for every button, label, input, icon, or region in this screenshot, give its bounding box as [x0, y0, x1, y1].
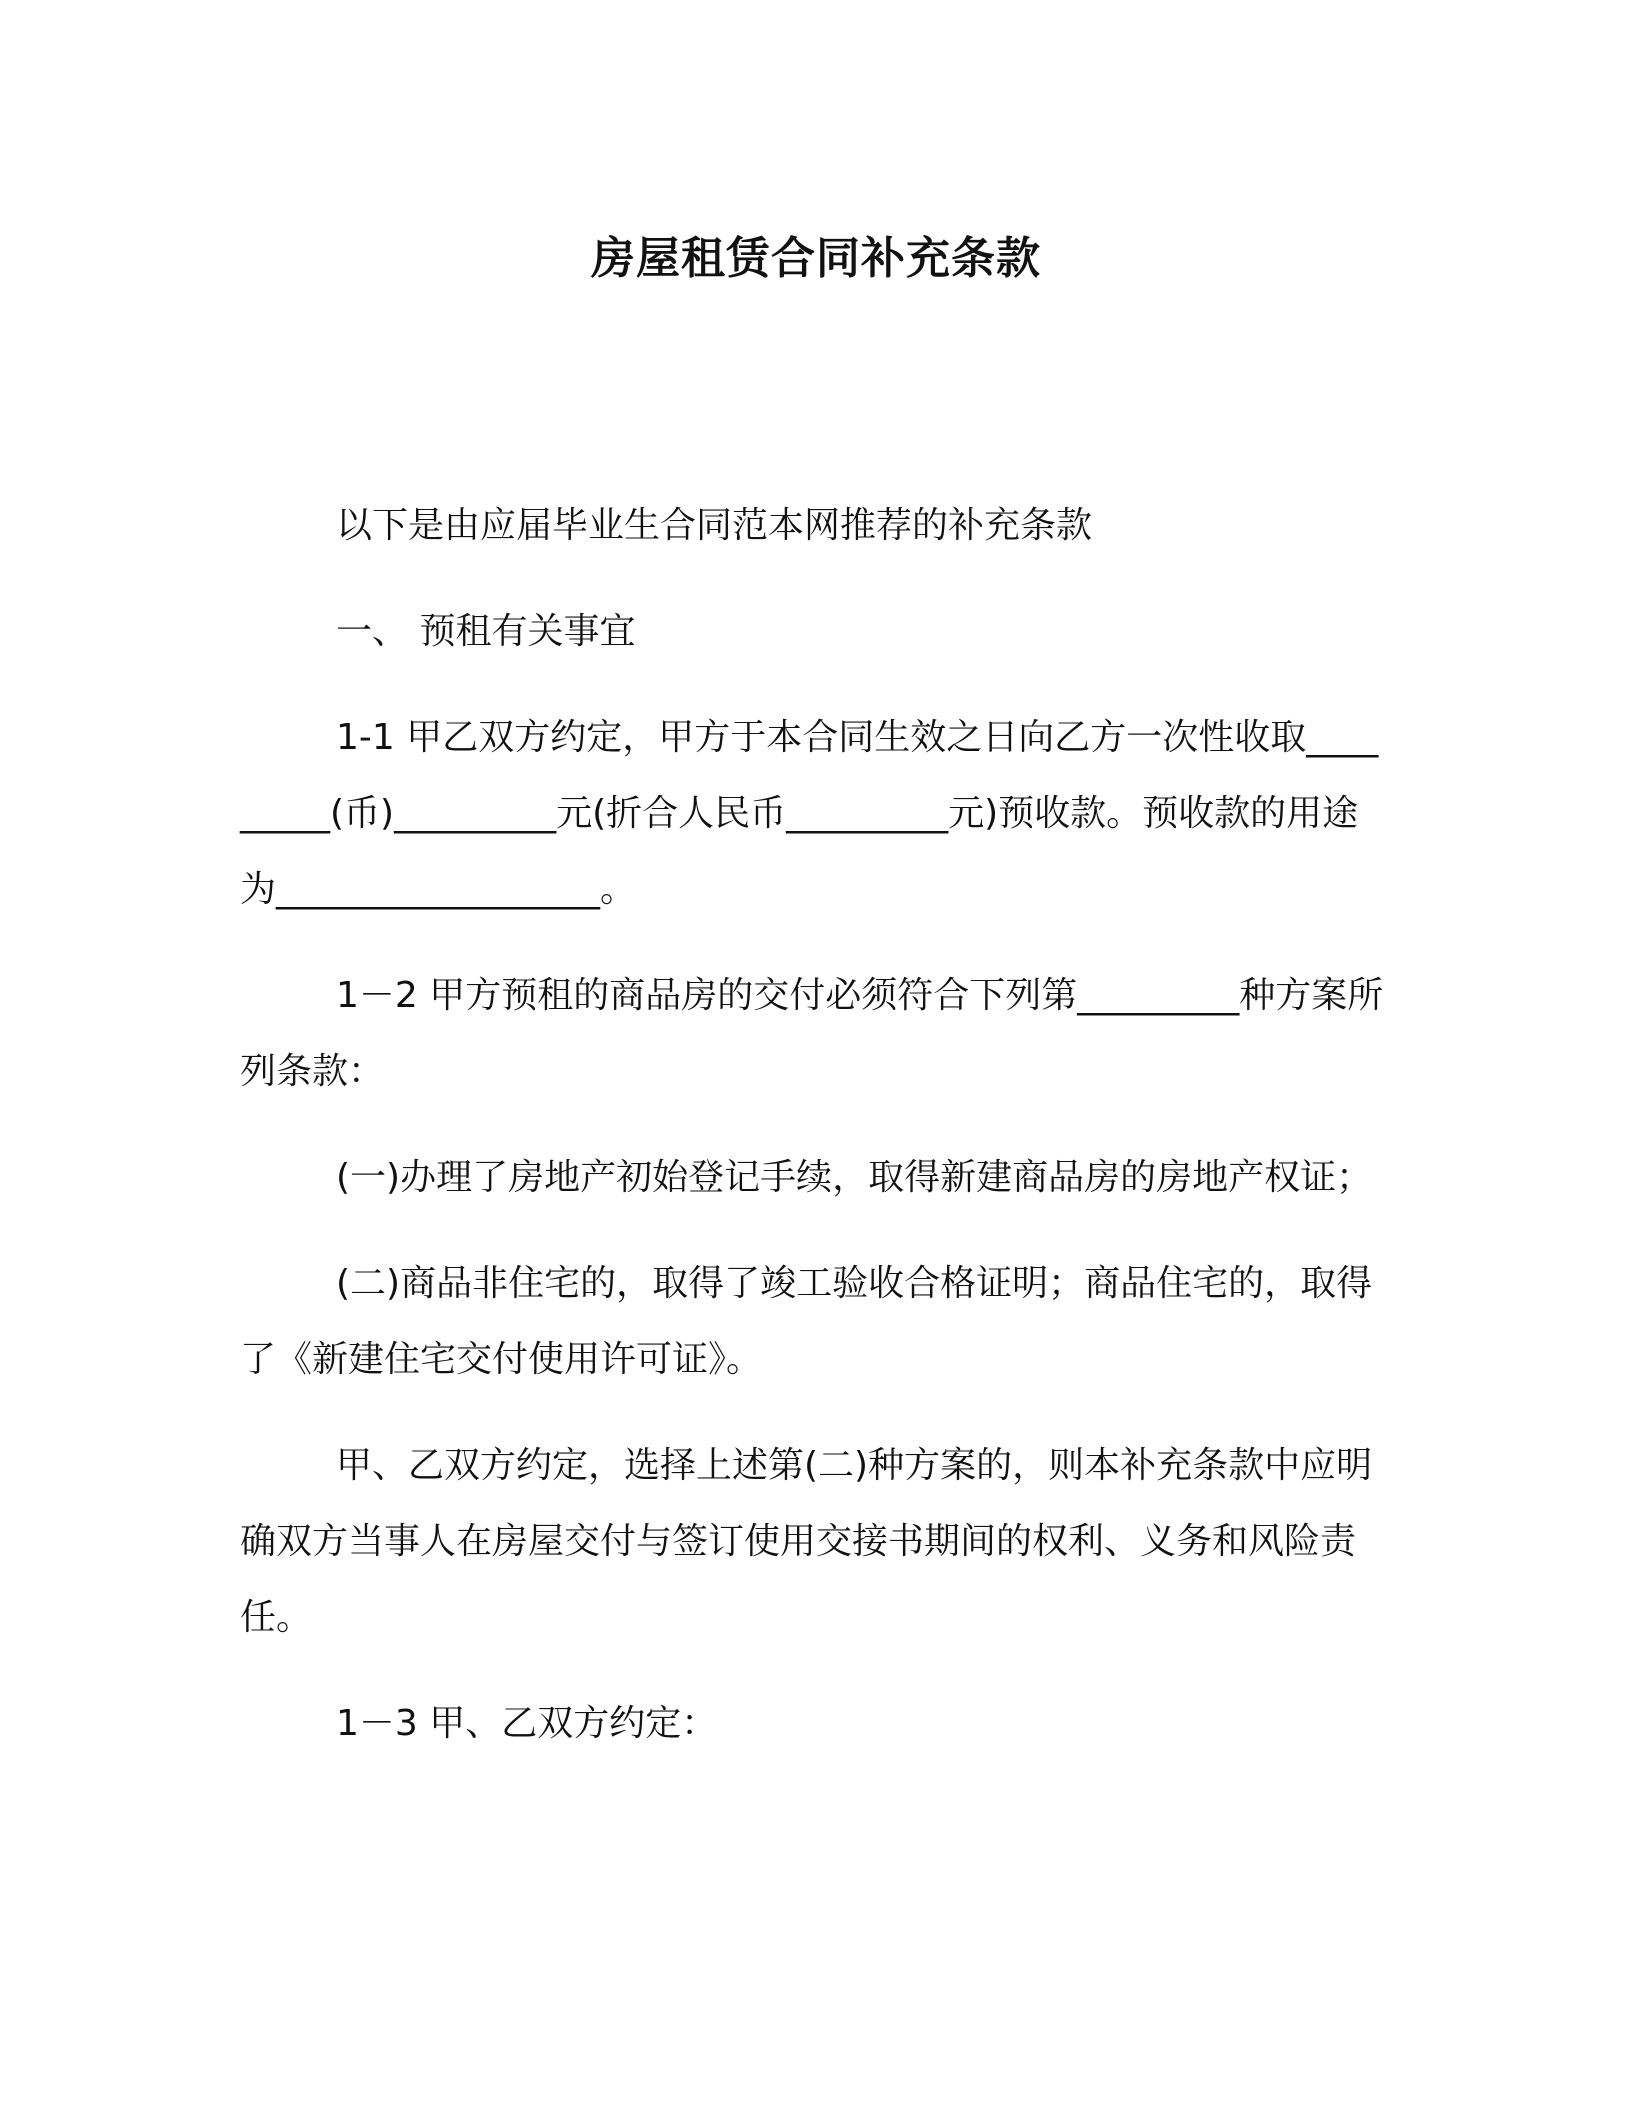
clause-1-2: 1－2 甲方预租的商品房的交付必须符合下列第_________种方案所列条款： [240, 975, 1384, 1092]
agreement-paragraph: 甲、乙双方约定，选择上述第(二)种方案的，则本补充条款中应明确双方当事人在房屋交付与签订使用交接书期间的权利、义务和风险责任。 [240, 1445, 1373, 1638]
section-heading: 一、 预租有关事宜 [336, 611, 636, 652]
document-title: 房屋租赁合同补充条款 [591, 233, 1041, 284]
clause-1-1: 1-1 甲乙双方约定，甲方于本合同生效之日向乙方一次性收取_________(币)_________元(折合人民币_________元)预收款。预收款的用途为__________________。 [240, 717, 1379, 910]
option-one: (一)办理了房地产初始登记手续，取得新建商品房的房地产权证； [336, 1157, 1373, 1198]
document-body [240, 488, 1390, 1792]
intro-paragraph: 以下是由应届毕业生合同范本网推荐的补充条款 [336, 505, 1093, 546]
option-two: (二)商品非住宅的，取得了竣工验收合格证明；商品住宅的，取得了《新建住宅交付使用许可证》。 [240, 1263, 1373, 1380]
clause-1-3: 1－3 甲、乙双方约定： [336, 1703, 718, 1744]
